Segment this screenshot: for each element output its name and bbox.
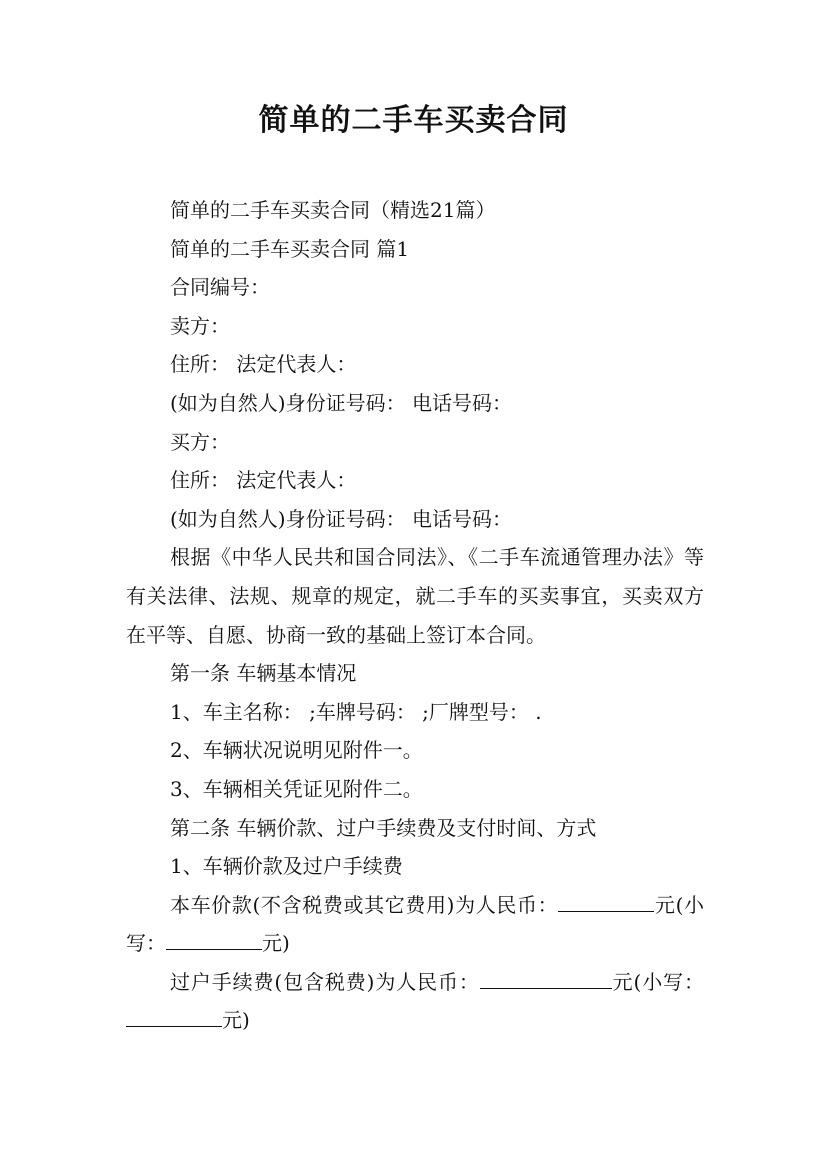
paragraph-section-heading: 简单的二手车买卖合同 篇1 <box>170 236 410 261</box>
paragraph-article-2: 第二条 车辆价款、过户手续费及支付时间、方式 <box>170 815 597 840</box>
paragraph-transfer-fee <box>126 963 704 1040</box>
paragraph-article-1: 第一条 车辆基本情况 <box>170 661 357 686</box>
document-body <box>126 191 704 1040</box>
vehicle-price-blank <box>558 887 654 912</box>
paragraph-legal-basis: 根据《中华人民共和国合同法》、《二手车流通管理办法》等有关法律、法规、规章的规定，就二手车的买卖事宜，买卖双方在平等、自愿、协商一致的基础上签订本合同。 <box>126 545 704 647</box>
transfer-fee-blank <box>480 964 612 989</box>
vehicle-price-unit: 元) <box>262 931 290 956</box>
vehicle-price-small-blank <box>166 925 262 950</box>
paragraph-seller: 卖方： <box>170 313 230 338</box>
paragraph-article-1-item-2: 2、车辆状况说明见附件一。 <box>170 738 423 763</box>
document-title: 简单的二手车买卖合同 <box>258 103 569 138</box>
paragraph-article-2-item-1: 1、车辆价款及过户手续费 <box>170 854 403 879</box>
transfer-fee-small-label: 元(小写： <box>611 969 704 994</box>
paragraph-article-1-item-3: 3、车辆相关凭证见附件二。 <box>170 776 423 801</box>
paragraph-contract-number: 合同编号： <box>170 275 270 300</box>
vehicle-price-small-label: 元(小写： <box>126 892 705 956</box>
paragraph-buyer: 买方： <box>170 429 230 454</box>
transfer-fee-small-blank <box>126 1002 222 1027</box>
paragraph-subtitle: 简单的二手车买卖合同（精选21篇） <box>170 198 496 222</box>
paragraph-vehicle-price <box>126 886 704 963</box>
paragraph-buyer-id: (如为自然人)身份证号码： 电话号码： <box>170 506 512 531</box>
paragraph-seller-address: 住所： 法定代表人： <box>170 352 357 377</box>
transfer-fee-label: 过户手续费(包含税费)为人民币： <box>170 969 480 994</box>
transfer-fee-unit: 元) <box>222 1008 250 1033</box>
paragraph-buyer-address: 住所： 法定代表人： <box>170 468 357 493</box>
vehicle-price-label: 本车价款(不含税费或其它费用)为人民币： <box>170 892 559 917</box>
paragraph-article-1-item-1: 1、车主名称： ;车牌号码： ;厂牌型号： . <box>170 699 542 724</box>
paragraph-seller-id: (如为自然人)身份证号码： 电话号码： <box>170 390 512 415</box>
